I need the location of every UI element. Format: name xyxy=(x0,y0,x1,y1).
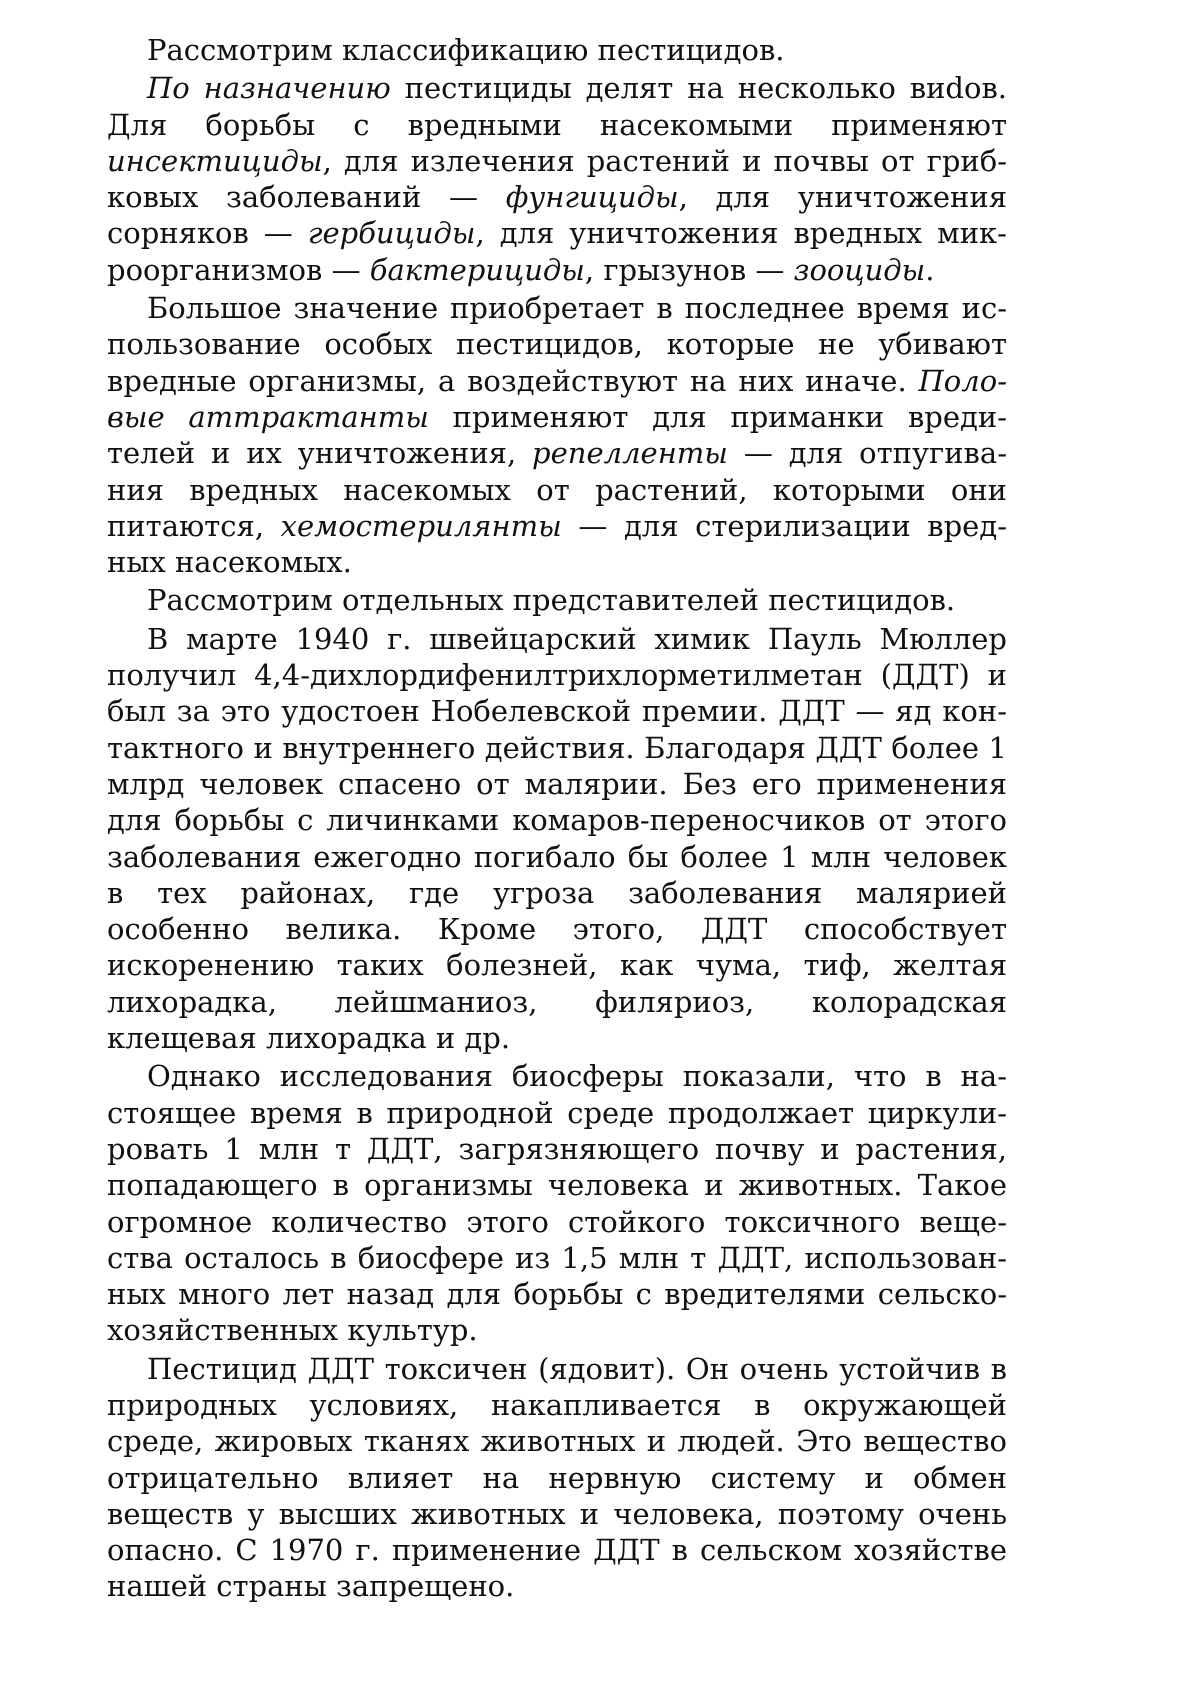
text-run: Рассмотрим отдельных представителей пестицидов. xyxy=(147,583,956,618)
italic-term: бактерициды xyxy=(369,252,585,287)
italic-term: зооциды xyxy=(793,252,926,287)
text-run: применяют для приманки вредителей и их уничтожения, xyxy=(107,399,1007,471)
italic-term: инсектициды xyxy=(107,143,323,178)
italic-term: Половые аттрактанты xyxy=(107,363,1007,434)
text-run: В марте 1940 г. швейцарский химик Пауль Мюллер получил 4,4-дихлордифенилтрихлорметилметан (ДДТ) и был за это удостоен Нобелевской премии. ДДТ — яд контактного и внутреннего действия. Благодаря ДДТ более 1 млрд человек спасено от малярии. Без его применения для борьбы с личинками комаров-переносчиков от этого заболевания ежегодно погибало бы более 1 млн человек в тех районах, где угроза заболевания малярией особенно велика. Кроме этого, ДДТ способствует искоренению таких болезней, как чума, тиф, желтая лихорадка, лейшманиоз, филяриоз, колорадская клещевая лихорадка и др. xyxy=(107,621,1007,1056)
text-run: — для отпугивания вредных насекомых от растений, которыми они питаются, xyxy=(107,436,1007,543)
italic-term: фунгициды xyxy=(505,180,679,215)
text-run: Пестицид ДДТ токсичен (ядовит). Он очень устойчив в природных условиях, накапливается в окружающей среде, жировых тканях животных и людей. Это вещество отрицательно влияет на нервную систему и обмен веществ у высших животных и человека, поэтому очень опасно. С 1970 г. применение ДДТ в сельском хозяйстве нашей страны запрещено. xyxy=(107,1351,1007,1604)
text-run: , для уничтожения вредных микроорганизмов — xyxy=(107,216,1007,287)
text-run: — для стерилизации вредных насекомых. xyxy=(107,508,1007,580)
text-run: , для уничтожения сорняков — xyxy=(107,180,1008,251)
paragraph xyxy=(107,621,1007,1057)
text-run: . xyxy=(925,252,935,287)
italic-term: По назначению xyxy=(147,71,391,106)
paragraph xyxy=(107,32,1007,68)
italic-term: хемостерилянты xyxy=(280,508,562,543)
text-run: , грызунов — xyxy=(584,252,794,287)
text-run: Однако исследования биосферы показали, что в настоящее время в природной среде продолжает циркулировать 1 млн т ДДТ, загрязняющего почву и растения, попадающего в организмы человека и животных. Такое огромное количество этого стойкого токсичного вещества осталось в биосфере из 1,5 млн т ДДТ, использованных много лет назад для борьбы с вредителями сельскохозяйственных культур. xyxy=(107,1059,1007,1348)
paragraph xyxy=(107,1058,1007,1348)
text-run: , для излечения растений и почвы от грибковых заболеваний — xyxy=(107,143,1007,215)
paragraph xyxy=(107,290,1007,580)
text-run: Рассмотрим классификацию пестицидов. xyxy=(147,33,785,67)
text-run: пестициды делят на несколько виdов. Для борьбы с вредными насекомыми применяют xyxy=(107,71,1007,142)
italic-term: репелленты xyxy=(532,436,728,471)
paragraph xyxy=(107,70,1007,288)
text-run: Большое значение приобретает в последнее время использование особых пестицидов, которые не убивают вредные организмы, а воздействуют на них иначе. xyxy=(107,291,1007,398)
paragraph xyxy=(107,1351,1007,1605)
italic-term: гербициды xyxy=(307,216,476,251)
page-text xyxy=(107,32,1007,1605)
paragraph xyxy=(107,582,1007,618)
